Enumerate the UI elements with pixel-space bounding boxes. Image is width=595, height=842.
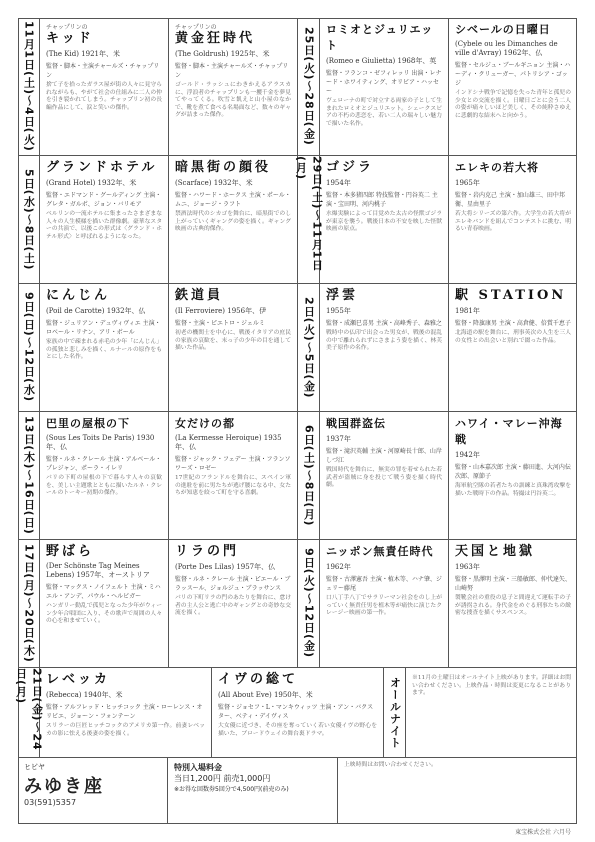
film-body: ゴールド・ラッシュにわきかえるアラスカに、浮浪者のチャップリンも一攫千金を夢見てやってくる。吹雪と飢えと山小屋のなかで、靴を煮て食べる名場面など、数々のギャグが詰まった傑作。 bbox=[175, 82, 291, 118]
film-subtitle: 1962年 bbox=[326, 563, 351, 571]
date-band: 21日(金)〜24日(月) bbox=[18, 668, 40, 757]
film-subtitle: (Porte Des Lilas) 1957年、仏 bbox=[175, 563, 276, 571]
film-meta: 監督・山本嘉次郎 主演・藤田進、大河内伝次郎、原節子 bbox=[455, 464, 571, 480]
film-subtitle: (Der Schönste Tag Meines Lebens) 1957年、オーストリア bbox=[46, 562, 150, 579]
film-body: 禁酒法時代のシカゴを舞台に、暗黒街でのし上がっていくギャングの姿を描く。ギャング映画の古典的傑作。 bbox=[175, 211, 291, 232]
film-title: 駅 STATION bbox=[455, 288, 567, 303]
page-number: 東宝株式会社 六月号 bbox=[515, 829, 571, 836]
theater-brand bbox=[18, 758, 168, 824]
price-line: 当日1,200円 前売1,000円 bbox=[174, 774, 271, 783]
film-subtitle: 1942年 bbox=[455, 451, 480, 459]
date-band: 13日(木)〜16日(日) bbox=[18, 412, 40, 539]
film-subtitle: 1954年 bbox=[326, 179, 351, 187]
film-body: ベルリンの一流ホテルに集まったさまざまな人々の人生模様を描いた群像劇。豪華なスターの共演で、以後この形式は〈グランド・ホテル形式〉と呼ばれるようになった。 bbox=[46, 211, 162, 240]
film-title: 暗黒街の顔役 bbox=[175, 160, 272, 175]
film-meta: 監督・ジョセフ・L・マンキウィッツ 主演・アン・バクスター、ベティ・デイヴィス bbox=[218, 704, 374, 720]
film-nippon-musekinin bbox=[320, 540, 449, 667]
film-meta: 監督・成瀬巳喜男 主演・高峰秀子、森雅之 bbox=[326, 320, 442, 327]
film-body: 戦国時代を舞台に、無実の罪を着せられた若武者が盗賊に身を投じて戦う姿を描く時代劇。 bbox=[326, 467, 442, 488]
film-body: スリラーの巨匠ヒッチコックのアメリカ第一作。前妻レベッカの影に怯える後妻の姿を描く。 bbox=[46, 723, 205, 737]
film-ferroviere bbox=[169, 284, 298, 411]
film-nobara bbox=[40, 540, 169, 667]
price-heading: 特別入場料金 bbox=[174, 763, 222, 772]
film-title: リラの門 bbox=[175, 544, 240, 559]
date-band: 5日(水)〜8日(土) bbox=[18, 156, 40, 283]
allnight-notes bbox=[406, 668, 577, 757]
film-cybele bbox=[449, 18, 577, 155]
program-row-6 bbox=[14, 668, 577, 758]
film-meta: 監督・ルネ・クレール 主演・ピエール・ブラッスール、ジョルジュ・ブラッサンス bbox=[175, 576, 291, 592]
film-meta: 監督・主演・ピエトロ・ジェルミ bbox=[175, 320, 265, 327]
film-title: ハワイ・マレー沖海戦 bbox=[455, 417, 563, 446]
film-station bbox=[449, 284, 577, 411]
film-body: パリの下町リラの門のあたりを舞台に、怠け者の主人公と逃亡中のギャングとの奇妙な交流を描く。 bbox=[175, 595, 291, 616]
film-ukigumo bbox=[320, 284, 449, 411]
film-subtitle: (The Goldrush) 1925年、米 bbox=[175, 50, 270, 58]
film-subtitle: 1937年 bbox=[326, 435, 351, 443]
film-title: 野ばら bbox=[46, 544, 95, 559]
theater-info bbox=[18, 758, 577, 824]
film-body: インドシナ戦争で記憶を失った青年と孤児の少女との交流を描く。日曜日ごとに会う二人の姿が痛々しいほど美しく、その純粋さゆえに悲劇的な結末へと向かう。 bbox=[455, 90, 571, 119]
price-note: ※お得な回数券5回分で4,500円(前売のみ) bbox=[174, 786, 289, 793]
film-title: 天国と地獄 bbox=[455, 544, 536, 559]
film-title: 浮雲 bbox=[326, 288, 359, 303]
film-meta: 監督・黒澤明 主演・三船敏郎、仲代達矢、山崎努 bbox=[455, 576, 571, 592]
film-meta: 監督・ジュリアン・デュヴィヴィエ 主演・ロベール・リナン、アリ・ボール bbox=[46, 320, 161, 336]
film-subtitle: 1981年 bbox=[455, 307, 480, 315]
film-title: シベールの日曜日 bbox=[455, 23, 551, 36]
program-row-2 bbox=[18, 156, 577, 284]
film-subtitle: (Sous Les Toits De Paris) 1930年、仏 bbox=[46, 434, 155, 451]
film-subtitle: (Il Ferroviere) 1956年、伊 bbox=[175, 307, 267, 315]
film-godzilla bbox=[320, 156, 449, 283]
film-body: 製靴会社の重役の息子と間違えて運転手の子が誘拐される。身代金をめぐる刑事たちの緻密な捜査を描くサスペンス。 bbox=[455, 595, 571, 616]
film-subtitle: (Scarface) 1932年、米 bbox=[175, 179, 253, 187]
film-elekinowakadaisho bbox=[449, 156, 577, 283]
program-row-5 bbox=[18, 540, 577, 668]
film-meta: 監督・ジャック・フェデー 主演・フランソワーズ・ロゼー bbox=[175, 456, 291, 472]
film-body: 家族の中で疎まれる赤毛の少年「にんじん」の孤独と悲しみを描く、ルナールの原作をもとにした名作。 bbox=[46, 339, 162, 360]
film-poil-de-carotte bbox=[40, 284, 169, 411]
film-subtitle: (La Kermesse Heroique) 1935年、仏 bbox=[175, 434, 282, 451]
film-grand-hotel bbox=[40, 156, 169, 283]
film-body: 海軍航空隊の若者たちの訓練と真珠湾攻撃を描いた戦時下の作品。特撮は円谷英二。 bbox=[455, 483, 571, 497]
film-title: ニッポン無責任時代 bbox=[326, 545, 434, 558]
film-body: 北海道の駅を舞台に、刑事英次の人生を三人の女性との出会いと別れで綴った作品。 bbox=[455, 330, 571, 344]
program-row-3 bbox=[18, 284, 577, 412]
film-tengoku-to-jigoku bbox=[449, 540, 577, 667]
film-meta: 監督・古澤憲吾 主演・植木等、ハナ肇、ジェリー藤尾 bbox=[326, 576, 442, 592]
film-body: 17世紀のフランドルを舞台に、スペイン軍の進駐を前に男たちが逃げ腰になる中、女たちが知恵を絞って町を守る喜劇。 bbox=[175, 475, 291, 496]
film-rebecca bbox=[40, 668, 212, 757]
theater-name: みゆき座 bbox=[24, 776, 104, 797]
film-body: 戦時中の仏印で出会った男女が、戦後の混乱の中で離れられずにさまよう姿を描く、林芙美子原作の名作。 bbox=[326, 330, 442, 351]
film-body: ハンガリー動乱で孤児となった少年がウィーン少年合唱団に入り、その歌声で周囲の人々の心を和ませていく。 bbox=[46, 603, 162, 624]
date-band: 29日(土)〜11月1日(月) bbox=[298, 156, 320, 283]
film-subtitle: (Poil de Carotte) 1932年、仏 bbox=[46, 307, 146, 315]
film-sengoku bbox=[320, 412, 449, 539]
film-subtitle: (Cybele ou les Dimanches de ville d'Avray) 1962年、仏 bbox=[455, 40, 558, 57]
film-sous-les-toits bbox=[40, 412, 169, 539]
film-meta: 監督・アルフレッド・ヒッチコック 主演・ローレンス・オリビエ、ジョーン・フォンテーン bbox=[46, 704, 203, 720]
film-subtitle: (Romeo e Giulietta) 1968年、英 bbox=[326, 57, 437, 65]
film-title: 鉄道員 bbox=[175, 288, 224, 303]
film-title: キッド bbox=[46, 31, 94, 46]
film-body: ヴェローナの町で対立する両家の子として生まれたロミオとジュリエット。シェークスピアの不朽の悲恋を、若い二人の瑞々しい魅力で描いた名作。 bbox=[326, 98, 442, 127]
film-title: 巴里の屋根の下 bbox=[46, 417, 130, 430]
film-meta: 監督・降旗康男 主演・高倉健、倍賞千恵子 bbox=[455, 320, 571, 327]
film-goldrush bbox=[169, 18, 298, 155]
film-subtitle: 1955年 bbox=[326, 307, 351, 315]
film-body: 口八丁手八丁でサラリーマン社会をのし上がっていく無責任男を植木等が痛快に演じたクレージー映画の第一作。 bbox=[326, 595, 442, 616]
film-kicker: チャップリンの bbox=[46, 24, 88, 31]
price-box bbox=[168, 758, 338, 824]
film-hawaii-malay bbox=[449, 412, 577, 539]
film-scarface bbox=[169, 156, 298, 283]
date-band: 17日(月)〜20日(木) bbox=[18, 540, 40, 667]
film-subtitle: 1965年 bbox=[455, 179, 480, 187]
film-meta: 監督・岩内克己 主演・加山雄三、田中邦衛、星由里子 bbox=[455, 192, 565, 208]
film-subtitle: (The Kid) 1921年、米 bbox=[46, 50, 120, 58]
program-row-1 bbox=[18, 18, 577, 156]
film-all-about-eve bbox=[212, 668, 384, 757]
film-kid bbox=[40, 18, 169, 155]
film-title: ロミオとジュリエット bbox=[326, 23, 434, 52]
film-meta: 監督・マックス・ノイフェルト 主演・ミハエル・アンデ、パウル・ヘルビガー bbox=[46, 584, 161, 600]
film-meta: 監督・脚本・主演チャールズ・チャップリン bbox=[175, 63, 289, 79]
film-meta: 監督・脚本・主演チャールズ・チャップリン bbox=[46, 63, 160, 79]
film-title: グランドホテル bbox=[46, 160, 158, 175]
allnight-body: ※11月の土曜日はオールナイト上映があります。詳細はお問い合わせください。上映作品・時間は変更になることがあります。 bbox=[412, 675, 571, 696]
film-meta: 監督・ルネ・クレール 主演・アルベール・プレジャン、ポーラ・イレリ bbox=[46, 456, 162, 472]
brand-kicker: ヒビヤ bbox=[24, 763, 45, 771]
date-band: 9日(火)〜12日(金) bbox=[298, 540, 320, 667]
film-body: 捨て子を拾ったガラス屋が街の人々に見守られながらも、やがて社会の仕組みに二人の仲を引き裂かれてしまう。チャップリン初の長編作品にして、涙と笑いの傑作。 bbox=[46, 82, 162, 111]
film-title: イヴの総て bbox=[218, 672, 299, 687]
film-body: 初老の機関士を中心に、戦後イタリアの庶民の家族の哀歓を、末っ子の少年の目を通して描いた作品。 bbox=[175, 330, 291, 351]
film-meta: 監督・フランコ・ゼフィレッリ 出演・レナード・ホワイティング、オリビア・ハッセー bbox=[326, 70, 442, 95]
theater-phone: 03(591)5357 bbox=[24, 798, 77, 807]
film-meta: 監督・滝沢英輔 主演・河原崎長十郎、山岸しづ江 bbox=[326, 448, 442, 464]
film-title: 黄金狂時代 bbox=[175, 31, 256, 46]
film-title: 戦国群盗伝 bbox=[326, 417, 386, 430]
film-body: パリの下町の屋根の下で暮らす人々の哀歓を、美しい主題歌とともに描いたルネ・クレールのトーキー初期の傑作。 bbox=[46, 475, 162, 496]
date-band: 2日(火)〜5日(金) bbox=[298, 284, 320, 411]
date-band: 9日(日)〜12日(水) bbox=[18, 284, 40, 411]
film-body: 若大将シリーズの第六作。大学生の若大将がエレキバンドを組んでコンテストに挑む、明るい青春映画。 bbox=[455, 211, 571, 232]
footnote-text: 上映時間はお問い合わせください。 bbox=[344, 762, 437, 768]
allnight-band: オールナイト bbox=[384, 668, 406, 757]
film-subtitle: (Rebecca) 1940年、米 bbox=[46, 691, 123, 699]
film-meta: 監督・エドマンド・グールディング 主演・グレタ・ガルボ、ジョン・バリモア bbox=[46, 192, 162, 208]
footer-notes bbox=[338, 758, 577, 824]
date-band: 25日(火)〜28日(金) bbox=[298, 18, 320, 155]
film-meta: 監督・セルジュ・ブールギニョン 主演・ハーディ・クリューガー、パトリシア・ゴッジ bbox=[455, 62, 571, 87]
film-title: にんじん bbox=[46, 288, 111, 303]
date-band: 11月1日(土)〜4日(火) bbox=[18, 18, 40, 155]
film-title: 女だけの都 bbox=[175, 417, 235, 430]
film-subtitle: 1963年 bbox=[455, 563, 480, 571]
film-meta: 監督・本多猪四郎 特技監督・円谷英二 主演・宝田明、河内桃子 bbox=[326, 192, 438, 208]
film-title: レベッカ bbox=[46, 672, 111, 687]
film-body: 水爆実験によって目覚めた太古の怪獣ゴジラが東京を襲う。戦後日本の不安を映した怪獣映画の原点。 bbox=[326, 211, 442, 232]
film-kicker: チャップリンの bbox=[175, 24, 217, 31]
date-band: 6日(土)〜8日(月) bbox=[298, 412, 320, 539]
film-meta: 監督・ハワード・ホークス 主演・ポール・ムニ、ジョージ・ラフト bbox=[175, 192, 291, 208]
film-subtitle: (All About Eve) 1950年、米 bbox=[218, 691, 313, 699]
program-row-4 bbox=[18, 412, 577, 540]
film-title: ゴジラ bbox=[326, 160, 375, 175]
film-kermesse bbox=[169, 412, 298, 539]
film-body: 大女優に近づき、その座を奪っていく若い女優イヴの野心を描いた、ブロードウェイの舞台裏ドラマ。 bbox=[218, 723, 377, 737]
film-subtitle: (Grand Hotel) 1932年、米 bbox=[46, 179, 137, 187]
film-romeo bbox=[320, 18, 449, 155]
film-title: エレキの若大将 bbox=[455, 161, 539, 174]
film-porte-des-lilas bbox=[169, 540, 298, 667]
